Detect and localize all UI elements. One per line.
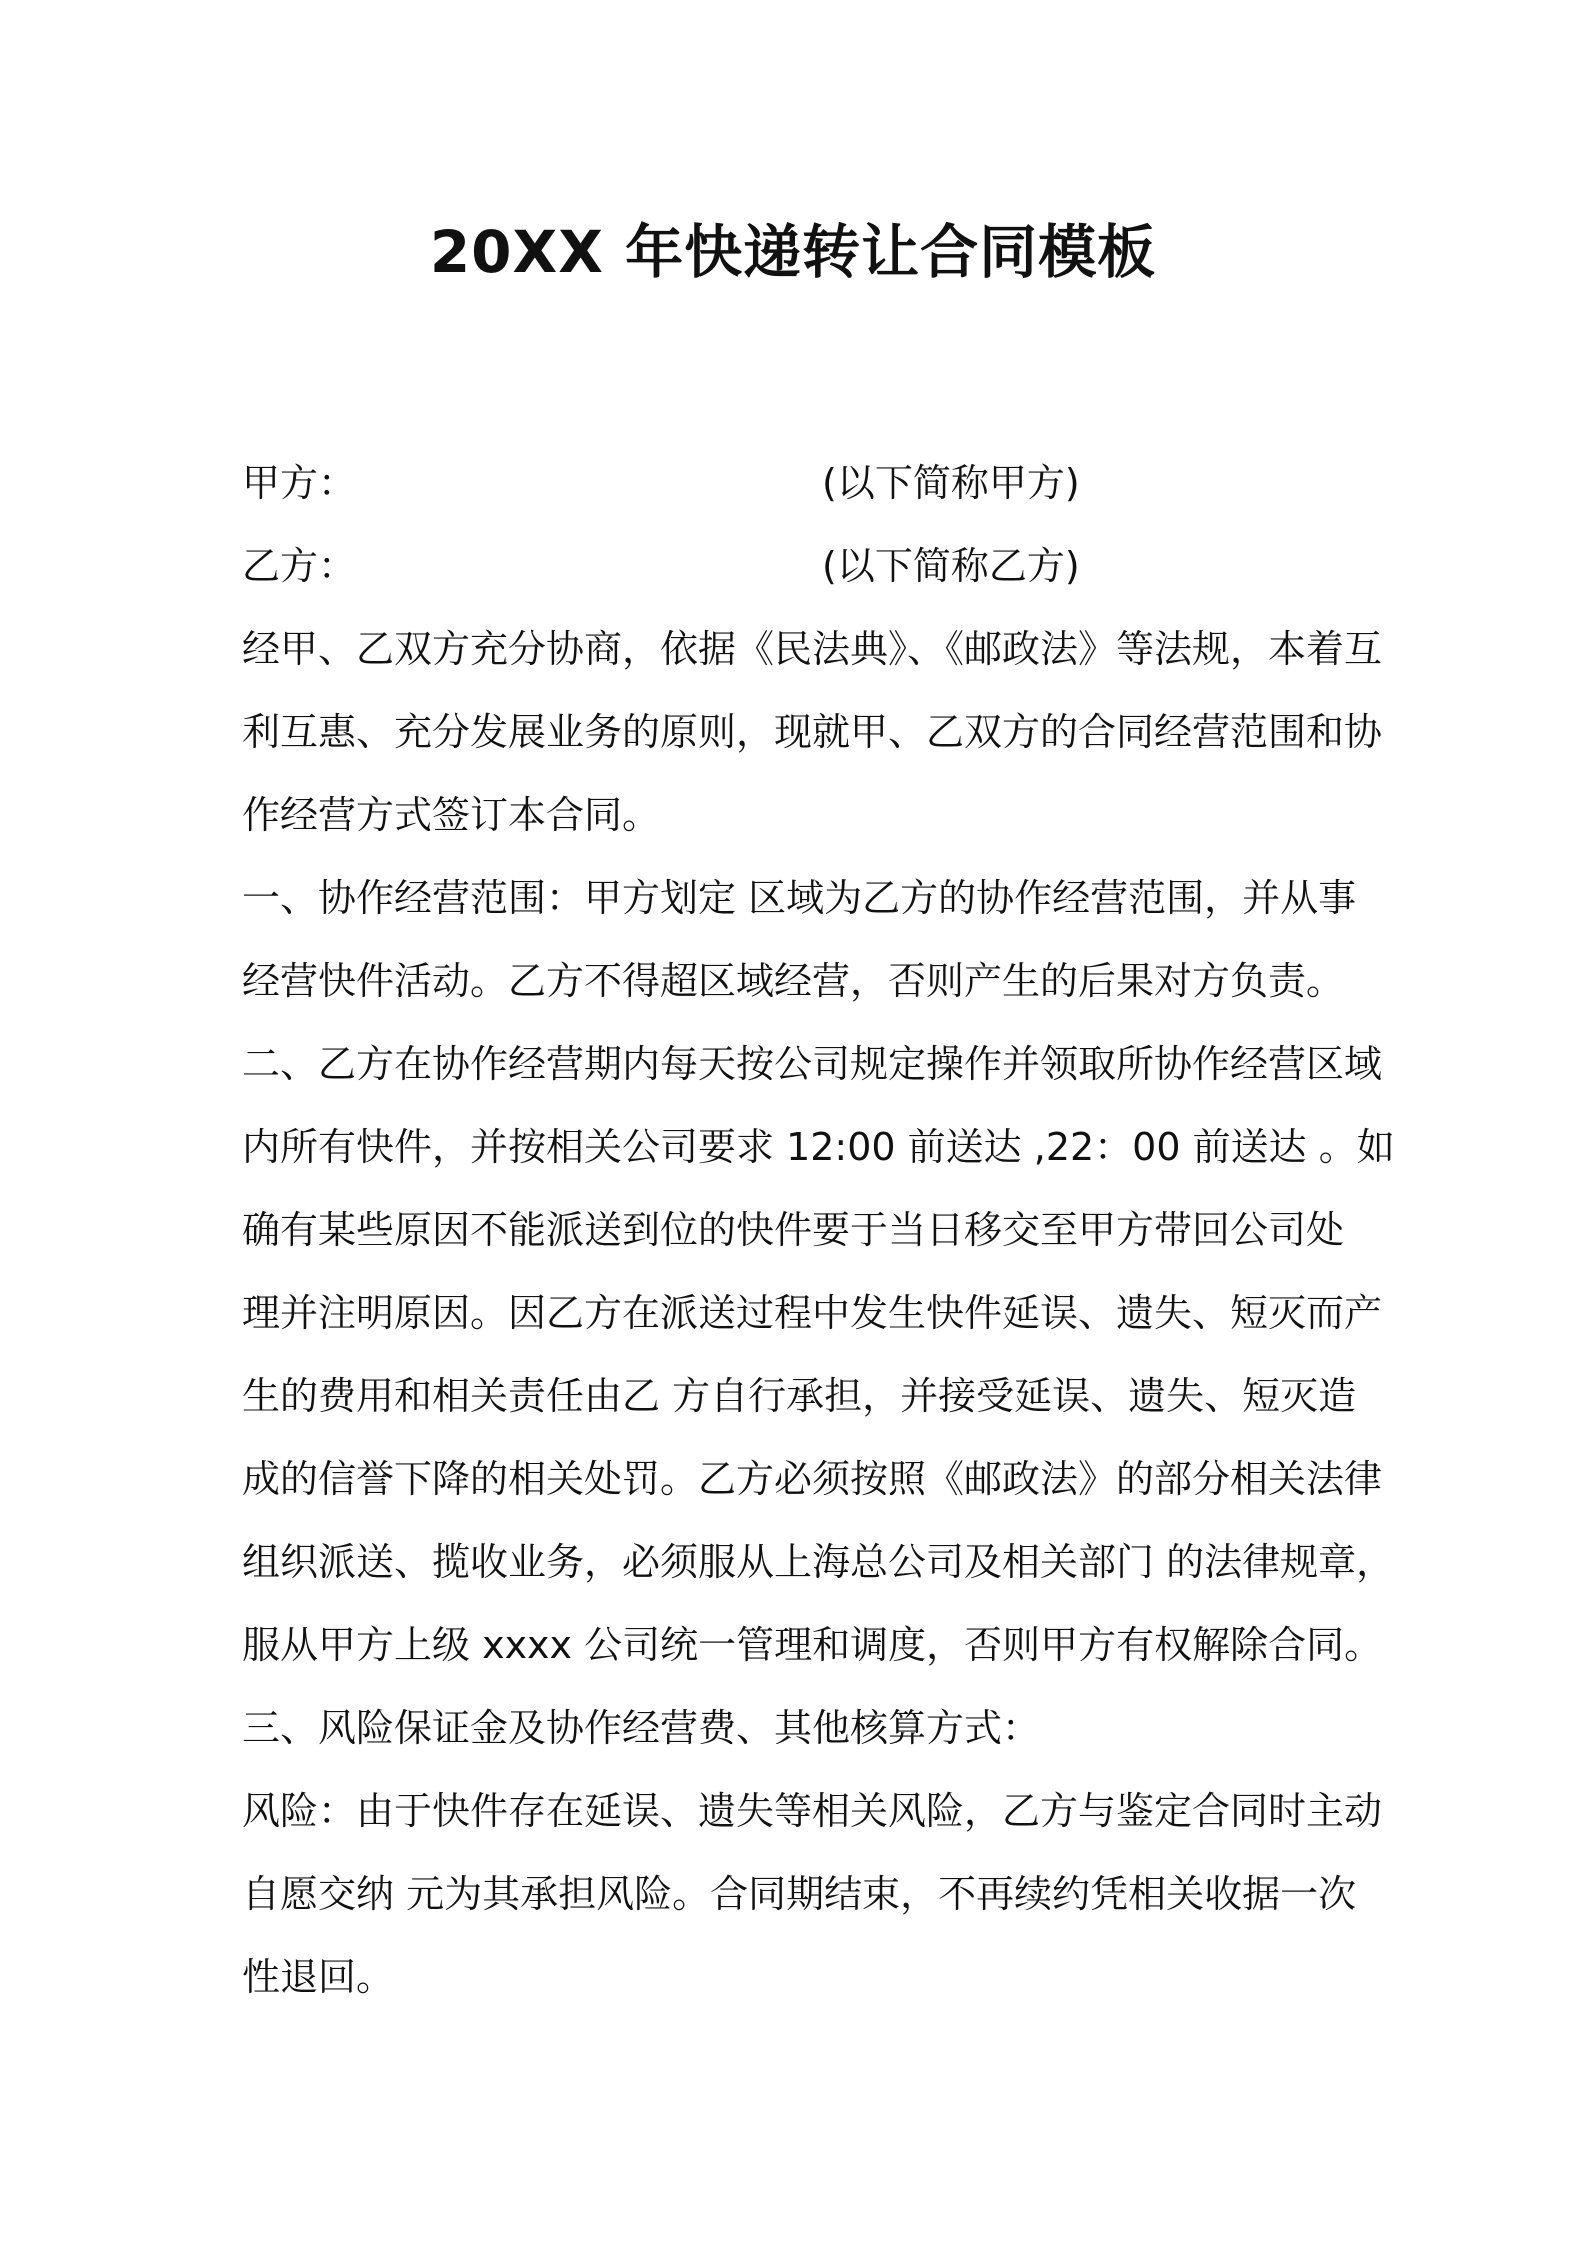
party-b-line (242, 525, 1362, 608)
text-line: 一、协作经营范围：甲方划定 区域为乙方的协作经营范围，并从事 (242, 876, 1357, 920)
text-line: 风险：由于快件存在延误、遗失等相关风险，乙方与鉴定合同时主动 (242, 1789, 1383, 1833)
text-line: 性退回。 (242, 1955, 395, 1999)
text-line: 确有某些原因不能派送到位的快件要于当日移交至甲方带回公司处 (242, 1208, 1345, 1252)
document-title: 20XX 年快递转让合同模板 (429, 218, 1157, 286)
party-b-note: (以下简称乙方) (822, 544, 1080, 588)
text-line: 三、风险保证金及协作经营费、其他核算方式： (242, 1706, 1041, 1750)
party-b-label: 乙方： (242, 544, 357, 588)
text-line: 服从甲方上级 xxxx 公司统一管理和调度，否则甲方有权解除合同。 (242, 1623, 1383, 1667)
text-line: 生的费用和相关责任由乙 方自行承担，并接受延误、遗失、短灭造 (242, 1374, 1357, 1418)
text-line: 组织派送、揽收业务，必须服从上海总公司及相关部门 的法律规章， (242, 1540, 1395, 1584)
party-a-label: 甲方： (242, 461, 357, 505)
text-line: 成的信誉下降的相关处罚。乙方必须按照《邮政法》的部分相关法律 (242, 1457, 1383, 1501)
party-a-line (242, 442, 1362, 525)
text-line: 自愿交纳 元为其承担风险。合同期结束，不再续约凭相关收据一次 (242, 1872, 1357, 1916)
text-line: 经甲、乙双方充分协商，依据《民法典》、《邮政法》等法规，本着互 (242, 627, 1383, 671)
document-body (242, 442, 1395, 2019)
party-a-note: (以下简称甲方) (822, 461, 1080, 505)
text-line: 经营快件活动。乙方不得超区域经营，否则产生的后果对方负责。 (242, 959, 1345, 1003)
text-line: 内所有快件，并按相关公司要求 12:00 前送达 ,22：00 前送达 。如 (242, 1125, 1395, 1169)
text-line: 二、乙方在协作经营期内每天按公司规定操作并领取所协作经营区域 (242, 1042, 1383, 1086)
text-line: 利互惠、充分发展业务的原则，现就甲、乙双方的合同经营范围和协 (242, 710, 1383, 754)
text-line: 作经营方式签订本合同。 (242, 793, 661, 837)
text-line: 理并注明原因。因乙方在派送过程中发生快件延误、遗失、短灭而产 (242, 1291, 1383, 1335)
